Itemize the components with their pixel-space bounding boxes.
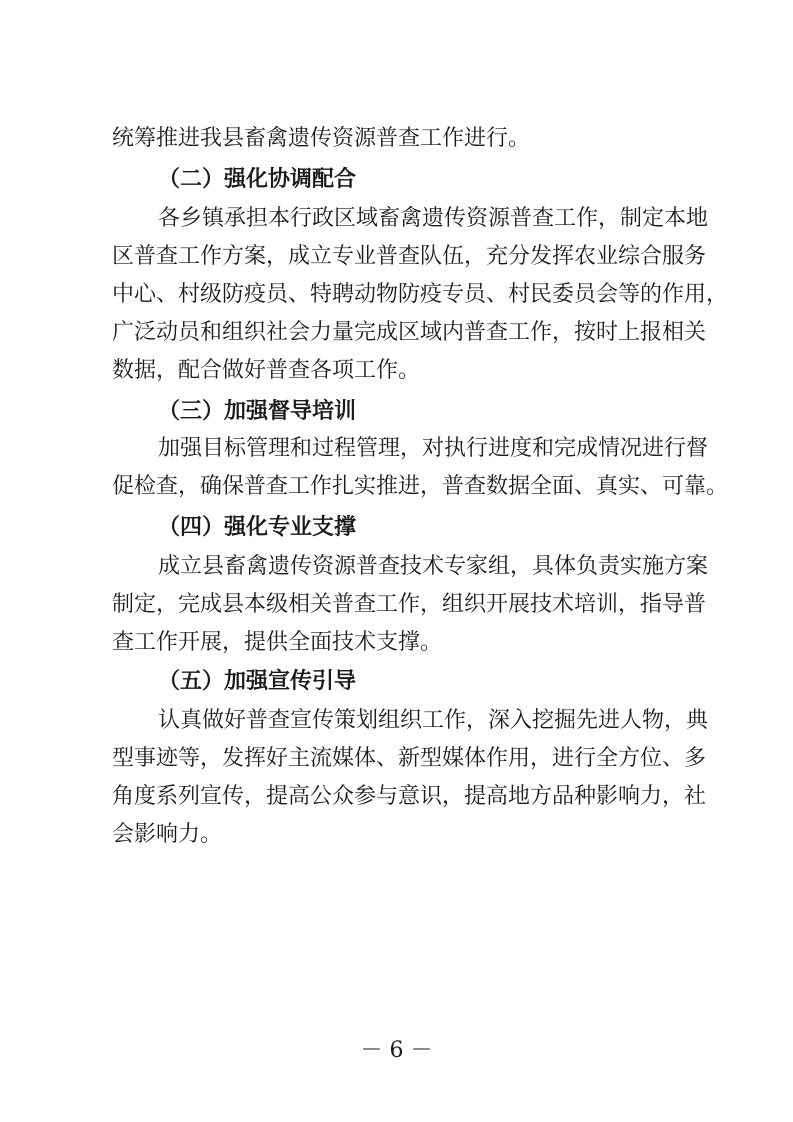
- body-text-line: 型事迹等，发挥好主流媒体、新型媒体作用，进行全方位、多: [112, 746, 707, 771]
- body-text-line: 各乡镇承担本行政区域畜禽遗传资源普查工作，制定本地: [158, 206, 709, 231]
- body-text-line: 数据，配合做好普查各项工作。: [112, 358, 421, 383]
- section-heading: （四）强化专业支撑: [158, 514, 357, 540]
- body-text-line: 广泛动员和组织社会力量完成区域内普查工作，按时上报相关: [112, 320, 707, 345]
- body-text-line: 成立县畜禽遗传资源普查技术专家组，具体负责实施方案: [158, 554, 709, 579]
- body-text-line: 加强目标管理和过程管理，对执行进度和完成情况进行督: [158, 436, 709, 461]
- body-text-line: 统筹推进我县畜禽遗传资源普查工作进行。: [112, 126, 531, 151]
- body-text-line: 促检查，确保普查工作扎实推进，普查数据全面、真实、可靠。: [112, 474, 729, 499]
- section-heading: （二）强化协调配合: [158, 166, 357, 192]
- body-text-line: 区普查工作方案，成立专业普查队伍，充分发挥农业综合服务: [112, 244, 707, 269]
- page-number: － 6 －: [360, 1038, 433, 1063]
- body-text-line: 查工作开展，提供全面技术支撑。: [112, 630, 443, 655]
- body-text-line: 中心、村级防疫员、特聘动物防疫专员、村民委员会等的作用，: [112, 282, 729, 307]
- body-text-line: 制定，完成县本级相关普查工作，组织开展技术培训，指导普: [112, 592, 707, 617]
- section-heading: （五）加强宣传引导: [158, 668, 357, 694]
- body-text-line: 会影响力。: [112, 822, 223, 847]
- body-text-line: 认真做好普查宣传策划组织工作，深入挖掘先进人物，典: [158, 708, 709, 733]
- body-text-line: 角度系列宣传，提高公众参与意识，提高地方品种影响力，社: [112, 784, 707, 809]
- section-heading: （三）加强督导培训: [158, 398, 357, 424]
